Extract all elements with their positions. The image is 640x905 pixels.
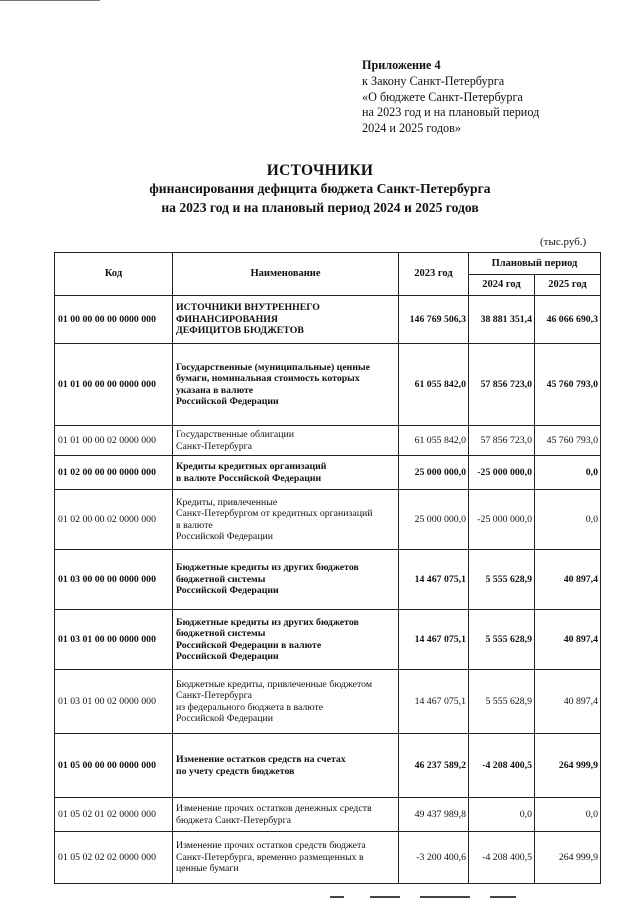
row-name-line: Изменение прочих остатков денежных средств xyxy=(176,803,372,815)
row-code: 01 05 02 01 02 0000 000 xyxy=(55,798,173,832)
row-name-line: Бюджетные кредиты из других бюджетов xyxy=(176,616,359,628)
row-name-line: бюджетной системы xyxy=(176,628,266,640)
row-value-2024: 0,0 xyxy=(469,798,535,832)
row-value-2024: 5 555 628,9 xyxy=(469,550,535,610)
row-value-2025: 40 897,4 xyxy=(535,550,601,610)
row-value-2024: -25 000 000,0 xyxy=(469,456,535,490)
table-row xyxy=(55,490,601,550)
row-name-line: Кредиты кредитных организаций xyxy=(176,461,327,473)
table-row xyxy=(55,550,601,610)
table-row xyxy=(55,344,601,426)
header-planned-period: Плановый период xyxy=(469,253,601,275)
row-name-line: ценные бумаги xyxy=(176,863,239,875)
row-value-2024: -4 208 400,5 xyxy=(469,734,535,798)
appendix-block xyxy=(362,58,539,137)
row-value-2025: 40 897,4 xyxy=(535,610,601,670)
row-value-2023: 14 467 075,1 xyxy=(399,610,469,670)
row-name-line: ДЕФИЦИТОВ БЮДЖЕТОВ xyxy=(176,325,304,337)
table-row xyxy=(55,610,601,670)
table-row xyxy=(55,832,601,884)
row-code: 01 02 00 00 02 0000 000 xyxy=(55,490,173,550)
row-name xyxy=(173,344,399,426)
row-code: 01 01 00 00 00 0000 000 xyxy=(55,344,173,426)
unit-label: (тыс.руб.) xyxy=(540,236,587,248)
row-value-2025: 0,0 xyxy=(535,490,601,550)
table-row xyxy=(55,456,601,490)
row-value-2024: 57 856 723,0 xyxy=(469,344,535,426)
row-value-2024: 5 555 628,9 xyxy=(469,610,535,670)
table-row xyxy=(55,426,601,456)
row-name-line: Бюджетные кредиты из других бюджетов xyxy=(176,562,359,574)
table-row xyxy=(55,670,601,734)
row-value-2025: 264 999,9 xyxy=(535,734,601,798)
row-name-line: Санкт-Петербурга xyxy=(176,690,253,702)
row-value-2023: 14 467 075,1 xyxy=(399,670,469,734)
table-row xyxy=(55,798,601,832)
row-name-line: Российской Федерации в валюте xyxy=(176,639,322,651)
table-row xyxy=(55,296,601,344)
row-code: 01 03 01 00 00 0000 000 xyxy=(55,610,173,670)
row-code: 01 01 00 00 02 0000 000 xyxy=(55,426,173,456)
header-name: Наименование xyxy=(173,253,399,296)
row-code: 01 05 00 00 00 0000 000 xyxy=(55,734,173,798)
row-code: 01 03 01 00 02 0000 000 xyxy=(55,670,173,734)
row-name-line: Изменение остатков средств на счетах xyxy=(176,754,346,766)
row-value-2023: 14 467 075,1 xyxy=(399,550,469,610)
row-name xyxy=(173,550,399,610)
row-value-2025: 46 066 690,3 xyxy=(535,296,601,344)
row-name xyxy=(173,456,399,490)
row-value-2025: 0,0 xyxy=(535,798,601,832)
row-value-2023: 49 437 989,8 xyxy=(399,798,469,832)
row-name-line: в валюте xyxy=(176,519,213,531)
row-name-line: Российской Федерации xyxy=(176,585,279,597)
row-name-line: Санкт-Петербурга xyxy=(176,440,253,452)
sources-table xyxy=(54,252,601,884)
table-row xyxy=(55,734,601,798)
row-name xyxy=(173,610,399,670)
row-name-line: бюджета Санкт-Петербурга xyxy=(176,814,292,826)
row-name-line: Российской Федерации xyxy=(176,712,273,724)
document-subtitle: финансирования дефицита бюджета Санкт-Петербурга xyxy=(149,181,491,196)
appendix-line: к Закону Санкт-Петербурга xyxy=(362,73,505,88)
row-value-2025: 45 760 793,0 xyxy=(535,426,601,456)
row-name xyxy=(173,832,399,884)
row-value-2023: -3 200 400,6 xyxy=(399,832,469,884)
row-value-2024: -25 000 000,0 xyxy=(469,490,535,550)
appendix-line: на 2023 год и на плановый период xyxy=(362,105,540,120)
row-name-line: Государственные облигации xyxy=(176,429,294,441)
row-name-line: Санкт-Петербурга, временно размещенных в xyxy=(176,851,364,863)
row-code: 01 00 00 00 00 0000 000 xyxy=(55,296,173,344)
row-name-line: указана в валюте xyxy=(176,384,254,396)
appendix-title: Приложение 4 xyxy=(362,58,441,72)
row-name-line: по учету средств бюджетов xyxy=(176,765,295,777)
row-value-2024: 5 555 628,9 xyxy=(469,670,535,734)
header-2023: 2023 год xyxy=(399,253,469,296)
row-name-line: из федерального бюджета в валюте xyxy=(176,701,324,713)
row-value-2023: 146 769 506,3 xyxy=(399,296,469,344)
row-name-line: Санкт-Петербургом от кредитных организаций xyxy=(176,508,373,520)
document-subtitle-period: на 2023 год и на плановый период 2024 и 2025 годов xyxy=(161,200,479,215)
top-border-line xyxy=(0,0,100,1)
row-name-line: Государственные (муниципальные) ценные xyxy=(176,361,370,373)
header-2025: 2025 год xyxy=(535,275,601,296)
header-code: Код xyxy=(55,253,173,296)
header-2024: 2024 год xyxy=(469,275,535,296)
row-value-2025: 45 760 793,0 xyxy=(535,344,601,426)
appendix-line: 2024 и 2025 годов» xyxy=(362,121,461,136)
row-name-line: ФИНАНСИРОВАНИЯ xyxy=(176,313,278,325)
row-value-2025: 40 897,4 xyxy=(535,670,601,734)
row-value-2024: 38 881 351,4 xyxy=(469,296,535,344)
document-title: ИСТОЧНИКИ xyxy=(266,162,374,179)
row-value-2023: 25 000 000,0 xyxy=(399,490,469,550)
row-value-2024: -4 208 400,5 xyxy=(469,832,535,884)
row-code: 01 03 00 00 00 0000 000 xyxy=(55,550,173,610)
row-name-line: Бюджетные кредиты, привлеченные бюджетом xyxy=(176,678,373,690)
row-value-2023: 46 237 589,2 xyxy=(399,734,469,798)
row-name xyxy=(173,798,399,832)
row-name-line: бюджетной системы xyxy=(176,573,266,585)
row-value-2024: 57 856 723,0 xyxy=(469,426,535,456)
row-name-line: Российской Федерации xyxy=(176,650,279,662)
row-name-line: Российской Федерации xyxy=(176,395,279,407)
row-name-line: Российской Федерации xyxy=(176,530,273,542)
row-name-line: Изменение прочих остатков средств бюджета xyxy=(176,840,366,852)
row-name-line: ИСТОЧНИКИ ВНУТРЕННЕГО xyxy=(176,302,320,314)
row-value-2023: 61 055 842,0 xyxy=(399,426,469,456)
row-value-2025: 264 999,9 xyxy=(535,832,601,884)
row-name xyxy=(173,426,399,456)
row-name-line: бумаги, номинальная стоимость которых xyxy=(176,373,360,385)
row-code: 01 02 00 00 00 0000 000 xyxy=(55,456,173,490)
appendix-line: «О бюджете Санкт-Петербурга xyxy=(362,89,523,104)
row-name xyxy=(173,296,399,344)
row-name-line: Кредиты, привлеченные xyxy=(176,496,278,508)
row-name-line: в валюте Российской Федерации xyxy=(176,472,322,484)
row-value-2023: 25 000 000,0 xyxy=(399,456,469,490)
row-code: 01 05 02 02 02 0000 000 xyxy=(55,832,173,884)
scan-artifacts xyxy=(330,893,550,901)
row-name xyxy=(173,670,399,734)
row-name xyxy=(173,734,399,798)
row-value-2025: 0,0 xyxy=(535,456,601,490)
row-name xyxy=(173,490,399,550)
row-value-2023: 61 055 842,0 xyxy=(399,344,469,426)
